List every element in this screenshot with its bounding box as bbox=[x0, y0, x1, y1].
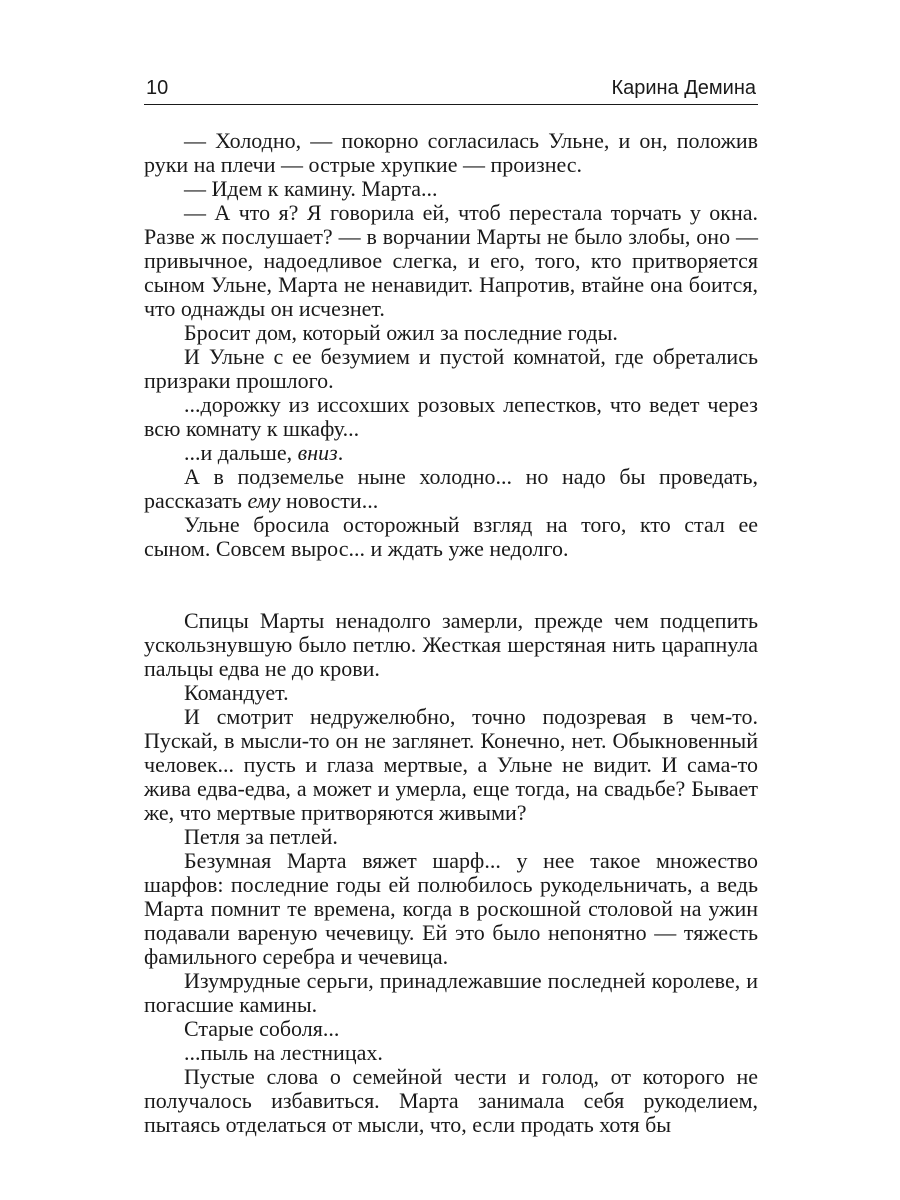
paragraph: Безумная Марта вяжет шарф... у нее такое множество шарфов: последние годы ей полюбилось рукодельничать, а ведь Марта помнит те времена, когда в роскошной столовой на ужин подавали вареную чечевицу. Ей это было непонятно — тяжесть фамильного серебра и чечевица. bbox=[144, 848, 758, 969]
paragraph: Ульне бросила осторожный взгляд на того, кто стал ее сыном. Совсем вырос... и ждать уже недолго. bbox=[144, 512, 758, 561]
paragraph: — Холодно, — покорно согласилась Ульне, и он, положив руки на плечи — острые хрупкие — произнес. bbox=[144, 128, 758, 177]
page-number: 10 bbox=[146, 77, 169, 99]
paragraph: Старые соболя... bbox=[184, 1016, 340, 1041]
paragraph bbox=[144, 465, 758, 513]
italic-word: вниз bbox=[297, 440, 338, 465]
paragraph: — А что я? Я говорила ей, чтоб перестала торчать у окна. Разве ж послушает? — в ворчании Марты не было злобы, оно — привычное, надоедливое слегка, и его, того, кто притворяется сыном Ульне, Марта не ненавидит. Напротив, втайне она боится, что однажды он исчезнет. bbox=[144, 200, 758, 321]
text-run: . bbox=[337, 440, 344, 465]
book-page bbox=[144, 72, 758, 1172]
body-text bbox=[144, 129, 758, 1137]
paragraph: Петля за петлей. bbox=[184, 824, 338, 849]
paragraph: — Идем к камину. Марта... bbox=[184, 176, 438, 201]
running-head bbox=[144, 72, 758, 105]
italic-word: ему bbox=[247, 488, 281, 513]
text-run: ...и дальше, bbox=[184, 440, 298, 465]
paragraph: Командует. bbox=[184, 680, 289, 705]
paragraph: И смотрит недружелюбно, точно подозревая в чем-то. Пускай, в мысли-то он не заглянет. Конечно, нет. Обыкновенный человек... пусть и глаза мертвые, а Ульне не видит. И сама-то жива едва-едва, а может и умерла, еще тогда, на свадьбе? Бывает же, что мертвые притворяются живыми? bbox=[144, 704, 758, 825]
section-break bbox=[144, 561, 758, 609]
text-run: новости... bbox=[280, 488, 379, 513]
text-run: А в подземелье ныне холодно... но надо бы проведать, рассказать bbox=[144, 464, 758, 513]
paragraph bbox=[144, 441, 758, 465]
paragraph: И Ульне с ее безумием и пустой комнатой, где обретались призраки прошлого. bbox=[144, 344, 758, 393]
paragraph: ...пыль на лестницах. bbox=[184, 1040, 383, 1065]
paragraph: ...дорожку из иссохших розовых лепестков, что ведет через всю комнату к шкафу... bbox=[144, 392, 758, 441]
paragraph: Бросит дом, который ожил за последние годы. bbox=[184, 320, 618, 345]
author-name: Карина Демина bbox=[611, 77, 756, 99]
paragraph: Пустые слова о семейной чести и голод, от которого не получалось избавиться. Марта занимала себя рукоделием, пытаясь отделаться от мысли, что, если продать хотя бы bbox=[144, 1064, 758, 1137]
paragraph: Спицы Марты ненадолго замерли, прежде чем подцепить ускользнувшую было петлю. Жесткая шерстяная нить царапнула пальцы едва не до крови. bbox=[144, 608, 758, 681]
paragraph: Изумрудные серьги, принадлежавшие последней королеве, и погасшие камины. bbox=[144, 968, 758, 1017]
